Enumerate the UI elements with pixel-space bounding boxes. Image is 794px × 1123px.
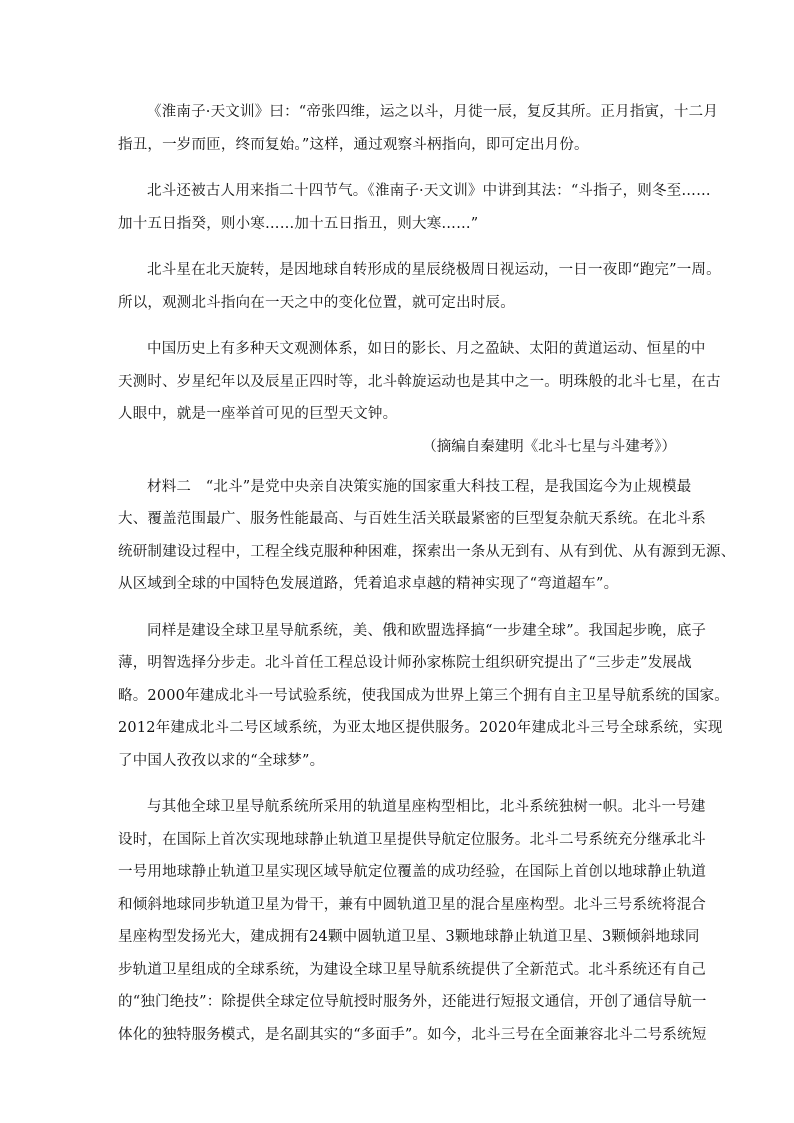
- text-line: 材料二 “北斗”是党中央亲自决策实施的国家重大科技工程，是我国迄今为止规模最: [147, 478, 692, 495]
- paragraph-constellation: [118, 791, 707, 1051]
- text-line: 星座构型发扬光大，建成拥有24颗中圆轨道卫星、3颗地球静止轨道卫星、3颗倾斜地球同: [118, 929, 700, 945]
- paragraph-solar-terms: [118, 175, 711, 240]
- text-line: 所以，观测北斗指向在一天之中的变化位置，就可定出时辰。: [118, 294, 515, 311]
- paragraph-observation-systems: [118, 333, 721, 431]
- text-line: 步轨道卫星组成的全球系统，为建设全球卫星导航系统提供了全新范式。北斗系统还有自己: [118, 961, 706, 978]
- paragraph-material2-intro: [118, 471, 736, 601]
- text-line: 的“独门绝技”：除提供全球定位导航授时服务外，还能进行短报文通信，开创了通信导航一: [118, 994, 707, 1010]
- text-line: 大、覆盖范围最广、服务性能最高、与百姓生活关联最紧密的巨型复杂航天系统。在北斗系: [118, 511, 706, 527]
- text-line: 一号用地球静止轨道卫星实现区域导航定位覆盖的成功经验，在国际上首创以地球静止轨道: [118, 864, 706, 880]
- text-line: 略。2000年建成北斗一号试验系统，使我国成为世界上第三个拥有自主卫星导航系统的国家。: [118, 687, 729, 704]
- text-line: 同样是建设全球卫星导航系统，美、俄和欧盟选择搞“一步建全球”。我国起步晚，底子: [147, 622, 707, 639]
- text-line: 薄，明智选择分步走。北斗首任工程总设计师孙家栋院士组织研究提出了“三步走”发展战: [118, 655, 692, 671]
- paragraph-rotation: [118, 254, 721, 319]
- text-line: 北斗星在北天旋转，是因地球自转形成的星辰绕极周日视运动，一日一夜即“跑完”一周。: [147, 262, 721, 278]
- text-line: 2012年建成北斗二号区域系统，为亚太地区提供服务。2020年建成北斗三号全球系统，实现: [118, 720, 723, 736]
- paragraph-huainanzi-months: [118, 96, 719, 161]
- text-line: 加十五日指癸，则小寒……加十五日指丑，则大寒……”: [118, 215, 479, 232]
- text-line: 从区域到全球的中国特色发展道路，凭着追求卓越的精神实现了“弯道超车”。: [118, 576, 619, 592]
- text-line: 天测时、岁星纪年以及辰星正四时等，北斗斡旋运动也是其中之一。明珠般的北斗七星，在古: [118, 373, 721, 390]
- text-line: 体化的独特服务模式，是名副其实的“多面手”。如今，北斗三号在全面兼容北斗二号系统短: [118, 1026, 707, 1043]
- text-line: 与其他全球卫星导航系统所采用的轨道星座构型相比，北斗系统独树一帜。北斗一号建: [147, 799, 706, 815]
- text-line: 和倾斜地球同步轨道卫星为骨干，兼有中圆轨道卫星的混合星座构型。北斗三号系统将混合: [118, 896, 706, 913]
- text-line: 统研制建设过程中，工程全线克服种种困难，探索出一条从无到有、从有到优、从有源到无源、: [118, 543, 736, 560]
- source-citation: （摘编自秦建明《北斗七星与斗建考》）: [422, 438, 676, 455]
- text-line: 了中国人孜孜以求的“全球梦”。: [118, 752, 325, 769]
- text-line: 人眼中，就是一座举首可见的巨型天文钟。: [118, 406, 398, 422]
- paragraph-three-step: [118, 615, 729, 778]
- text-line: 中国历史上有多种天文观测体系，如日的影长、月之盈缺、太阳的黄道运动、恒星的中: [147, 341, 706, 357]
- text-line: 指丑，一岁而匝，终而复始。”这样，通过观察斗柄指向，即可定出月份。: [118, 136, 589, 153]
- text-line: 设时，在国际上首次实现地球静止轨道卫星提供导航定位服务。北斗二号系统充分继承北斗: [118, 831, 706, 848]
- text-line: 北斗还被古人用来指二十四节气。《淮南子·天文训》中讲到其法：“斗指子，则冬至……: [147, 183, 711, 199]
- text-line: 《淮南子·天文训》曰：“帝张四维，运之以斗，月徙一辰，复反其所。正月指寅，十二月: [147, 104, 719, 120]
